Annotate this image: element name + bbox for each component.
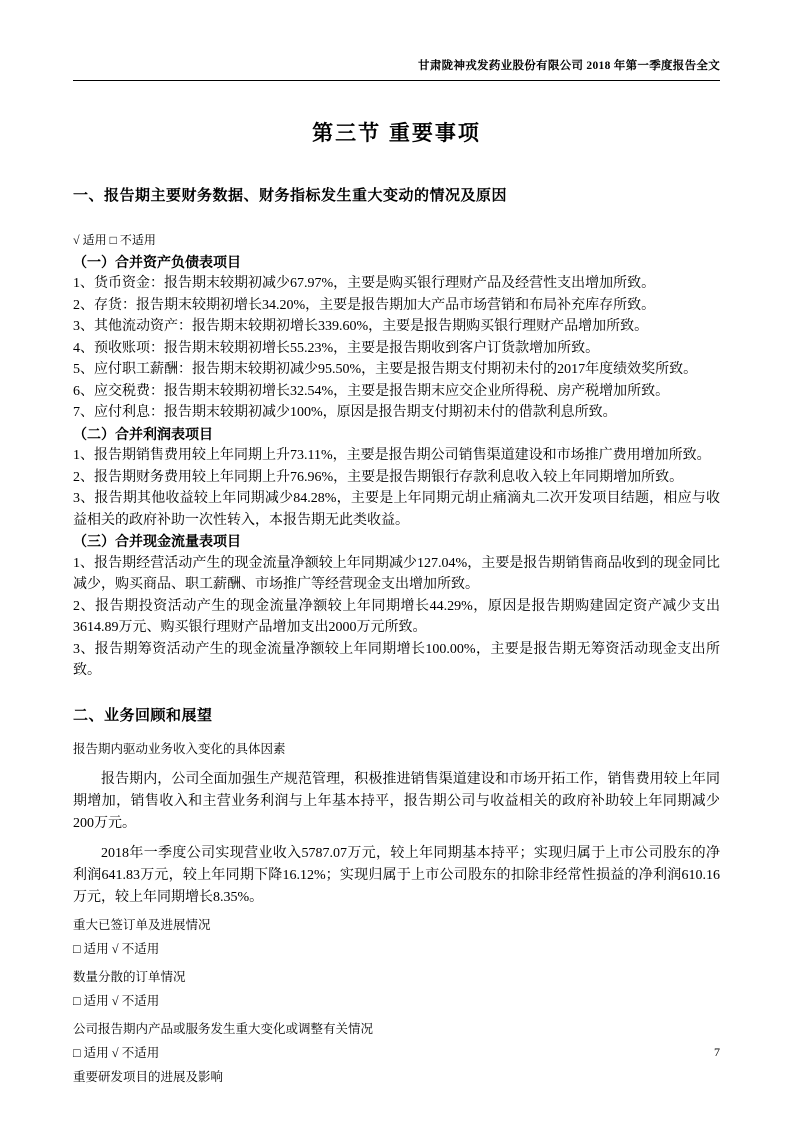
list-item: 2、报告期投资活动产生的现金流量净额较上年同期增长44.29%，原因是报告期购建固定资产减少支出3614.89万元、购买银行理财产品增加支出2000万元所致。 [73,598,720,635]
applicability-line: √ 适用 □ 不适用 [73,233,156,247]
list-item: 1、报告期经营活动产生的现金流量净额较上年同期减少127.04%，主要是报告期销售商品收到的现金同比减少，购买商品、职工薪酬、市场推广等经营现金支出增加所致。 [73,555,720,592]
paragraph: 2018年一季度公司实现营业收入5787.07万元，较上年同期基本持平；实现归属于上市公司股东的净利润641.83万元，较上年同期下降16.12%；实现归属于上市公司股东的扣除非经常性损益的净利润610.16万元，较上年同期增长8.35%。 [73,845,720,905]
section-two-heading: 二、业务回顾和展望 [73,706,213,724]
section-one-heading: 一、报告期主要财务数据、财务指标发生重大变动的情况及原因 [73,187,508,204]
list-item: 1、报告期销售费用较上年同期上升73.11%，主要是报告期公司销售渠道建设和市场推广费用增加所致。 [73,448,711,463]
status-label: 重大已签订单及进展情况 [73,917,211,932]
subsection-balance-sheet-heading: （一）合并资产负债表项目 [73,253,241,270]
list-item: 1、货币资金：报告期末较期初减少67.97%，主要是购买银行理财产品及经营性支出增加所致。 [73,276,656,291]
report-header: 甘肃陇神戎发药业股份有限公司 2018 年第一季度报告全文 [418,60,720,72]
list-item: 7、应付利息：报告期末较期初减少100%，原因是报告期支付期初未付的借款利息所致。 [73,405,617,420]
list-item: 4、预收账项：报告期末较期初增长55.23%，主要是报告期收到客户订货款增加所致。 [73,340,600,356]
applicability-line: □ 适用 √ 不适用 [73,1045,160,1060]
list-item: 3、报告期其他收益较上年同期减少84.28%，主要是上年同期元胡止痛滴丸二次开发项目结题，相应与收益相关的政府补助一次性转入，本报告期无此类收益。 [73,491,720,528]
list-item: 2、存货：报告期末较期初增长34.20%，主要是报告期加大产品市场营销和布局补充库存所致。 [73,297,656,313]
rd-progress-label: 重要研发项目的进展及影响 [73,1069,224,1084]
applicability-line: □ 适用 √ 不适用 [73,993,160,1008]
status-label: 公司报告期内产品或服务发生重大变化或调整有关情况 [73,1021,374,1036]
section-major-changes [73,185,720,682]
status-block-scattered-orders [73,965,720,1013]
section-business-review [73,705,720,1089]
page-title: 第三节 重要事项 [312,122,481,145]
status-block-product-changes [73,1017,720,1065]
revenue-driver-label: 报告期内驱动业务收入变化的具体因素 [73,741,286,756]
applicability-line: □ 适用 √ 不适用 [73,941,160,956]
paragraph: 报告期内，公司全面加强生产规范管理，积极推进销售渠道建设和市场开拓工作，销售费用较上年同期增加，销售收入和主营业务利润与上年基本持平，报告期公司与收益相关的政府补助较上年同期减少200万元。 [73,771,720,831]
list-item: 3、报告期筹资活动产生的现金流量净额较上年同期增长100.00%，主要是报告期无筹资活动现金支出所致。 [73,641,720,678]
header-divider [73,80,720,81]
status-label: 数量分散的订单情况 [73,969,186,984]
list-item: 6、应交税费：报告期末较期初增长32.54%，主要是报告期末应交企业所得税、房产税增加所致。 [73,383,670,399]
status-block-orders [73,913,720,961]
list-item: 2、报告期财务费用较上年同期上升76.96%，主要是报告期银行存款利息收入较上年同期增加所致。 [73,469,684,485]
subsection-cash-flow-heading: （三）合并现金流量表项目 [73,533,241,549]
list-item: 5、应付职工薪酬：报告期末较期初减少95.50%，主要是报告期支付期初未付的2017年度绩效奖所致。 [73,362,698,377]
page-number: 7 [714,1045,720,1059]
list-item: 3、其他流动资产：报告期末较期初增长339.60%，主要是报告期购买银行理财产品增加所致。 [73,319,649,334]
subsection-income-statement-heading: （二）合并利润表项目 [73,425,213,442]
